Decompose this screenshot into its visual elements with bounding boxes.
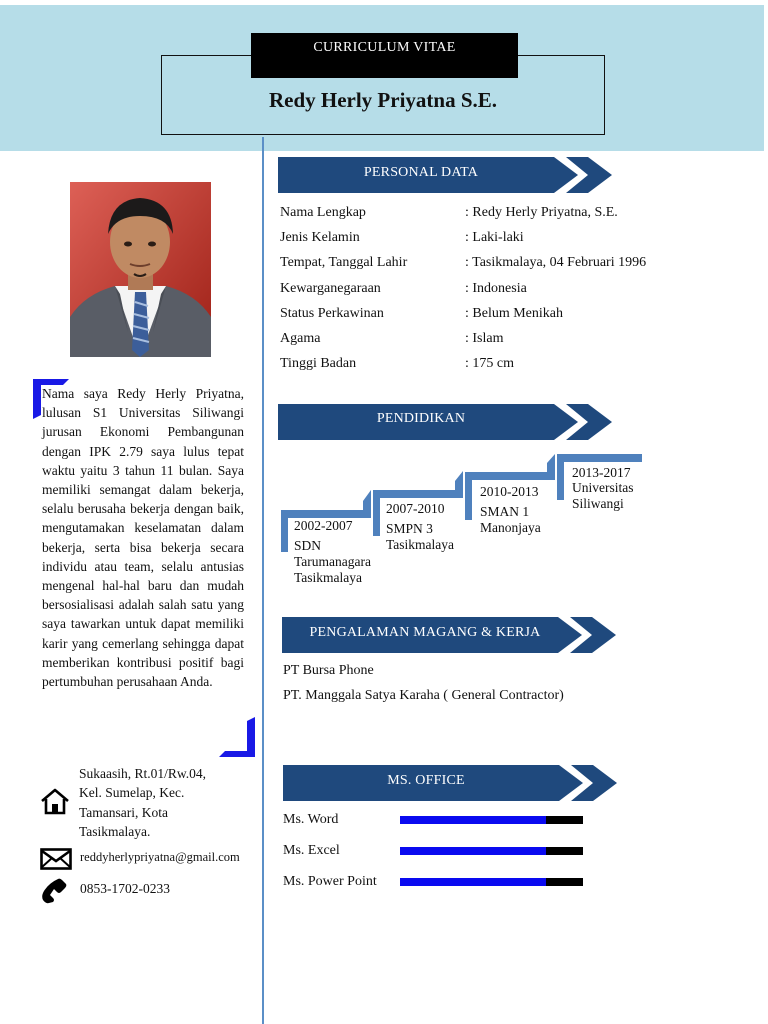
corner-bottom-right [219, 717, 255, 757]
work-item: PT. Manggala Satya Karaha ( General Contractor) [283, 688, 564, 703]
personal-table [280, 205, 680, 381]
personal-value: : Redy Herly Priyatna, S.E. [465, 205, 618, 220]
education-step [480, 484, 541, 536]
personal-heading: PERSONAL DATA [363, 165, 479, 180]
education-years: 2010-2013 [480, 484, 539, 499]
home-icon [40, 787, 70, 815]
education-heading: PENDIDIKAN [376, 411, 466, 426]
personal-row [280, 255, 680, 280]
education-school-line: Tarumanagara [294, 554, 372, 569]
profile-photo [70, 182, 211, 357]
personal-label: Tempat, Tanggal Lahir [280, 255, 408, 271]
personal-row [280, 205, 680, 230]
skill-label: Ms. Power Point [283, 874, 377, 889]
envelope-icon [40, 848, 72, 870]
skill-bar [400, 816, 583, 824]
work-heading: PENGALAMAN MAGANG & KERJA [309, 625, 541, 640]
skill-bar [400, 878, 583, 886]
about-paragraph: Nama saya Redy Herly Priyatna, lulusan S1 Universitas Siliwangi jurusan Ekonomi Pembangunan dengan IPK 2.79 saya lulus tepat waktu yaitu 3 tahun 11 bulan. Saya memiliki semangat dalam bekerja, selalu berusaha bekerja dengan baik, mengutamakan keselamatan dalam bekerja, serta bisa bekerja secara individu atau team, selalu antusias mengenal hal-hal baru dan mudah bersosialisasi adalah salah satu yang saya tawarkan untuk dapat memiliki karir yang cemerlang sehingga dapat memberikan kontribusi positif bagi pertumbuhan perusahaan Anda. [42, 386, 244, 690]
personal-label: Kewarganegaraan [280, 280, 381, 296]
address-block [79, 764, 259, 842]
education-school-line: Tasikmalaya [294, 570, 363, 585]
work-item: PT Bursa Phone [283, 663, 374, 678]
skill-bar [400, 847, 583, 855]
personal-row [280, 306, 680, 331]
personal-value: : Tasikmalaya, 04 Februari 1996 [465, 255, 647, 271]
education-years: 2007-2010 [386, 501, 445, 516]
education-school-line: Manonjaya [480, 520, 541, 535]
skill-label: Ms. Excel [283, 843, 340, 858]
address-line: Sukaasih, Rt.01/Rw.04, [79, 766, 207, 781]
education-step [572, 465, 634, 512]
personal-label: Agama [280, 330, 321, 346]
personal-label: Jenis Kelamin [280, 230, 360, 246]
personal-label: Tinggi Badan [280, 356, 357, 372]
address-line: Tamansari, Kota [79, 804, 169, 820]
education-school-line: SDN [294, 538, 322, 553]
personal-value: : Islam [465, 330, 504, 346]
phone-icon [40, 878, 68, 904]
skill-bar-fill [400, 878, 546, 886]
office-heading: MS. OFFICE [387, 773, 465, 788]
education-school-line: SMPN 3 [386, 521, 433, 536]
personal-label: Nama Lengkap [280, 205, 366, 220]
personal-value: : 175 cm [465, 356, 514, 372]
address-line: Kel. Sumelap, Kec. [79, 785, 185, 801]
education-step [386, 501, 454, 553]
education-school-line: Tasikmalaya [386, 537, 455, 552]
education-school-line: Siliwangi [572, 496, 624, 511]
skill-bar-fill [400, 816, 546, 824]
email-link[interactable]: reddyherlypriyatna@gmail.com [80, 850, 240, 864]
education-school-line: SMAN 1 [480, 504, 530, 519]
skill-label: Ms. Word [283, 812, 339, 827]
personal-value: : Indonesia [465, 280, 527, 296]
education-years: 2002-2007 [294, 518, 353, 533]
education-step [294, 518, 371, 586]
personal-label: Status Perkawinan [280, 305, 384, 321]
education-school-line: Universitas [572, 480, 634, 495]
column-divider [262, 137, 264, 1024]
personal-value: : Belum Menikah [465, 305, 563, 321]
personal-row [280, 230, 680, 255]
address-line: Tasikmalaya. [79, 824, 151, 840]
phone-number: 0853-1702-0233 [80, 881, 170, 896]
personal-row [280, 281, 680, 306]
personal-row [280, 356, 680, 381]
education-years: 2013-2017 [572, 465, 631, 480]
personal-row [280, 331, 680, 356]
page-title: Redy Herly Priyatna S.E. [268, 88, 498, 112]
cv-label: CURRICULUM VITAE [251, 33, 518, 78]
personal-value: : Laki-laki [465, 230, 524, 246]
skill-bar-fill [400, 847, 546, 855]
